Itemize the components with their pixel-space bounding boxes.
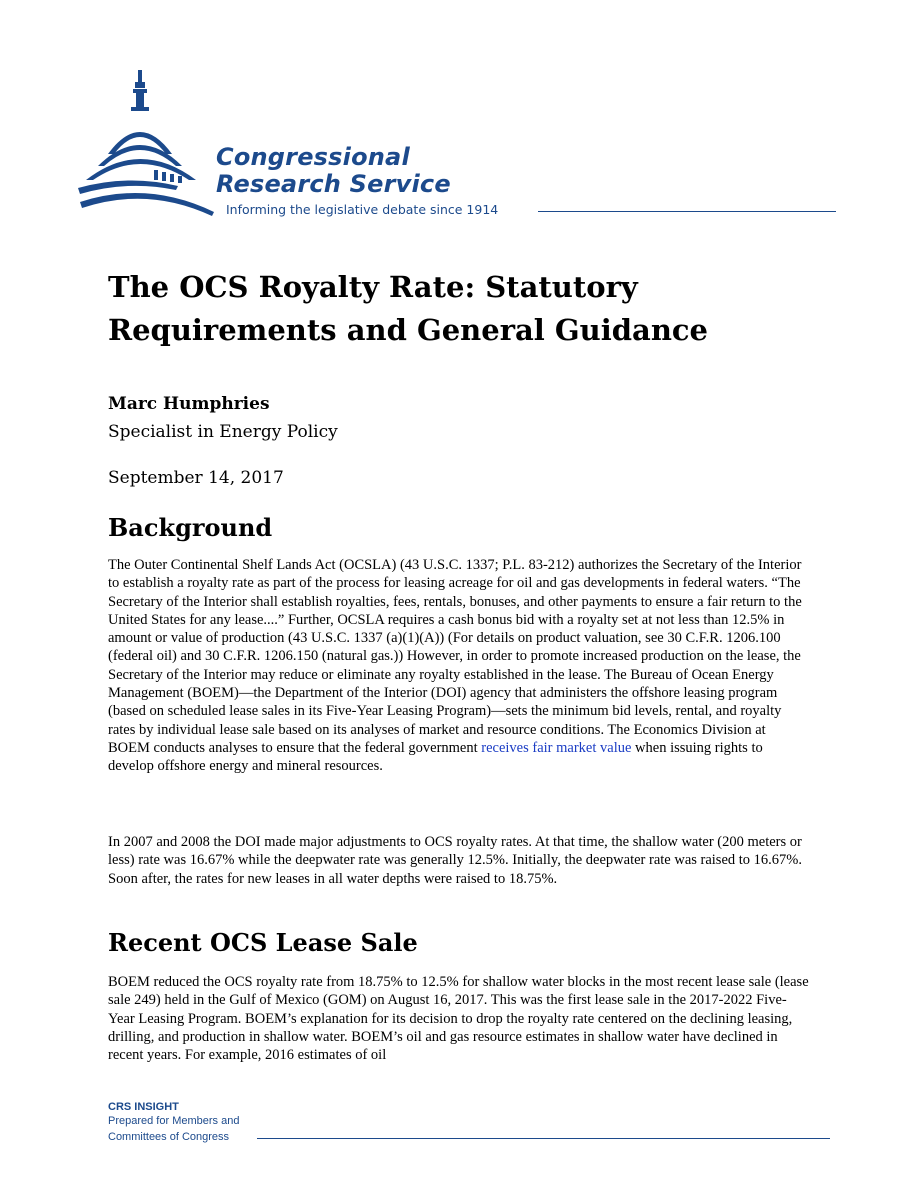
crs-logo bbox=[78, 62, 838, 222]
publication-date: September 14, 2017 bbox=[108, 468, 284, 488]
document-title: The OCS Royalty Rate: Statutory Requirements and General Guidance bbox=[108, 270, 709, 347]
recent-sale-paragraph-1: BOEM reduced the OCS royalty rate from 18.75% to 12.5% for shallow water blocks in the most recent lease sale (lease sale 249) held in the Gulf of Mexico (GOM) on August 16, 2017. This was the first lease sale in the 2017-2022 Five-Year Leasing Program. BOEM’s explanation for its decision to drop the royalty rate centered on the declining leasing, drilling, and production in shallow water. BOEM’s oil and gas resource estimates in shallow water have declined in recent years. For example, 2016 estimates of oil bbox=[108, 974, 809, 1064]
background-paragraph-1 bbox=[108, 556, 810, 776]
background-paragraph-2: In 2007 and 2008 the DOI made major adjustments to OCS royalty rates. At that time, the shallow water (200 meters or less) rate was 16.67% while the deepwater rate was generally 12.5%. Initially, the deepwater rate was raised to 16.67%. Soon after, the rates for new leases in all water depths were raised to 18.75%. bbox=[108, 834, 802, 887]
capitol-dome-icon bbox=[78, 62, 218, 222]
author-role: Specialist in Energy Policy bbox=[108, 422, 338, 442]
fair-market-value-link[interactable]: receives fair market value bbox=[481, 739, 632, 756]
section-heading-background: Background bbox=[108, 513, 273, 542]
background-p1-text-end: when issuing rights to develop offshore energy and mineral resources. bbox=[108, 739, 763, 775]
org-tagline: Informing the legislative debate since 1914 bbox=[226, 202, 499, 217]
section-heading-recent-sale: Recent OCS Lease Sale bbox=[108, 928, 418, 957]
footer-label: CRS INSIGHT bbox=[108, 1101, 179, 1113]
org-name-line2: Research Service bbox=[216, 170, 451, 198]
author-name: Marc Humphries bbox=[108, 394, 270, 414]
footer-line-1: Prepared for Members and bbox=[108, 1115, 240, 1127]
footer-divider bbox=[257, 1138, 830, 1139]
org-name-line1: Congressional bbox=[216, 143, 410, 171]
footer-line-2: Committees of Congress bbox=[108, 1131, 230, 1143]
org-name bbox=[216, 144, 451, 198]
header-divider bbox=[538, 211, 836, 212]
background-p1-text: The Outer Continental Shelf Lands Act (OCSLA) (43 U.S.C. 1337; P.L. 83-212) authorizes the Secretary of the Interior to establish a royalty rate as part of the process for leasing acreage for oil and gas developments in federal waters. “The Secretary of the Interior shall establish royalties, fees, rentals, bonuses, and other payments to ensure a fair return to the United States for any lease....” Further, OCSLA requires a cash bonus bid with a royalty set at not less than 12.5% in amount or value of production (43 U.S.C. 1337 (a)(1)(A)) (For details on product valuation, see 30 C.F.R. 1206.100 (federal oil) and 30 C.F.R. 1206.150 (natural gas.)) However, in order to promote increased production on the lease, the Secretary of the Interior may reduce or eliminate any royalty established in the lease. The Bureau of Ocean Energy Management (BOEM)—the Department of the Interior (DOI) agency that administers the offshore leasing program (based on scheduled lease sales in its Five-Year Leasing Program)—sets the minimum bid levels, rental, and royalty rates by individual lease sale based on its analyses of market and resource conditions. The Economics Division at BOEM conducts analyses to ensure that the federal government bbox=[108, 557, 802, 756]
